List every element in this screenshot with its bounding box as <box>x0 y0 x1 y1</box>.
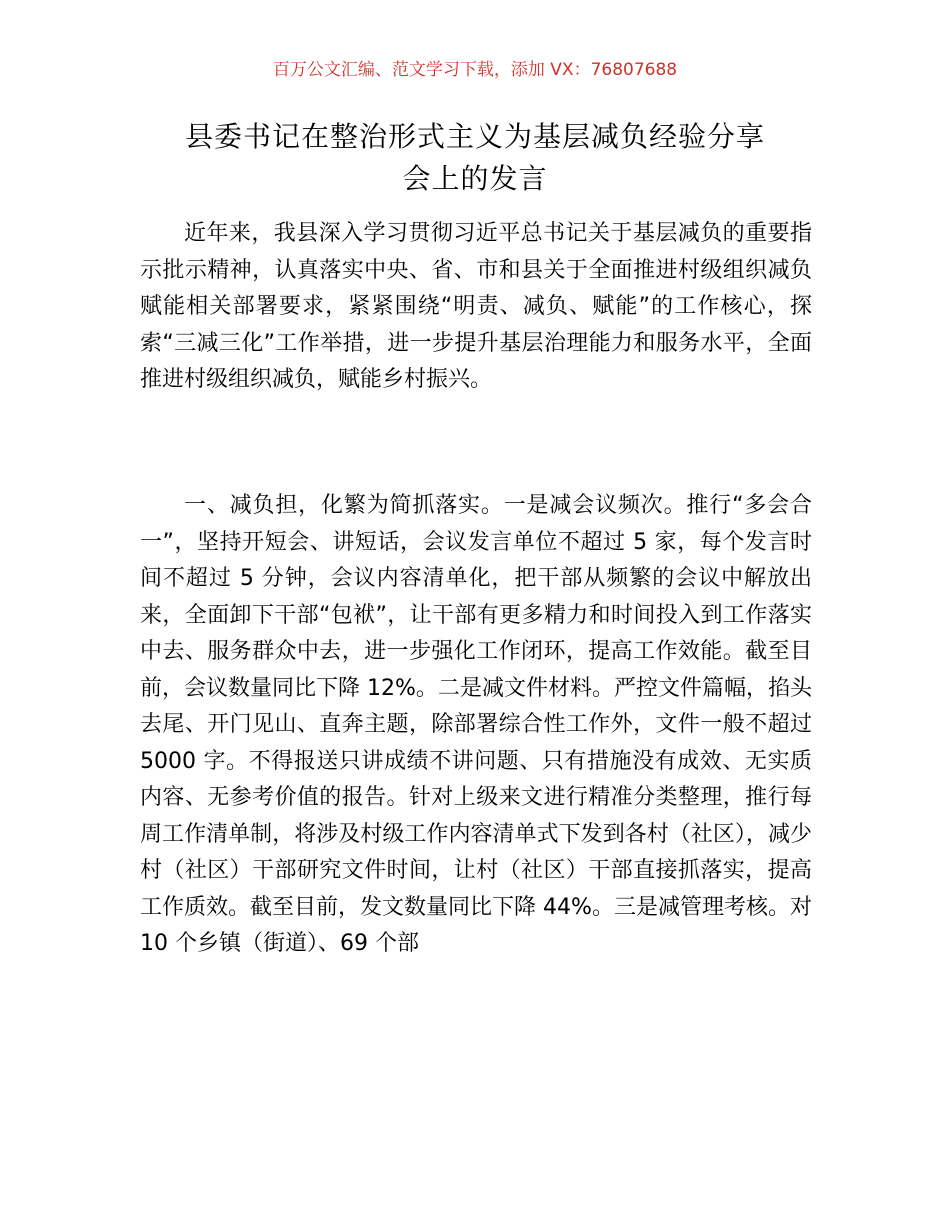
paragraph-intro: 近年来，我县深入学习贯彻习近平总书记关于基层减负的重要指示批示精神，认真落实中央、省、市和县关于全面推进村级组织减负赋能相关部署要求，紧紧围绕“明责、减负、赋能”的工作核心，探索“三减三化”工作举措，进一步提升基层治理能力和服务水平，全面推进村级组织减负，赋能乡村振兴。 <box>140 221 812 392</box>
title-line-1: 县委书记在整治形式主义为基层减负经验分享 <box>184 120 765 153</box>
paragraph-section-one: 一、减负担，化繁为简抓落实。一是减会议频次。推行“多会合一”，坚持开短会、讲短话，会议发言单位不超过 5 家，每个发言时间不超过 5 分钟，会议内容清单化，把干部从频繁的会议中解放出来，全面卸下干部“包袱”，让干部有更多精力和时间投入到工作落实中去、服务群众中去，进一步强化工作闭环，提高工作效能。截至目前，会议数量同比下降 12%。二是减文件材料。严控文件篇幅，掐头去尾、开门见山、直奔主题，除部署综合性工作外，文件一般不超过 5000 字。不得报送只讲成绩不讲问题、只有措施没有成效、无实质内容、无参考价值的报告。针对上级来文进行精准分类整理，推行每周工作清单制，将涉及村级工作内容清单式下发到各村（社区），减少村（社区）干部研究文件时间，让村（社区）干部直接抓落实，提高工作质效。截至目前，发文数量同比下降 44%。三是减管理考核。对 10 个乡镇（街道）、69 个部 <box>140 493 812 956</box>
header-banner: 百万公文汇编、范文学习下载，添加 VX：76807688 <box>272 60 678 80</box>
document-title <box>120 116 830 200</box>
title-line-2: 会上的发言 <box>402 162 548 195</box>
